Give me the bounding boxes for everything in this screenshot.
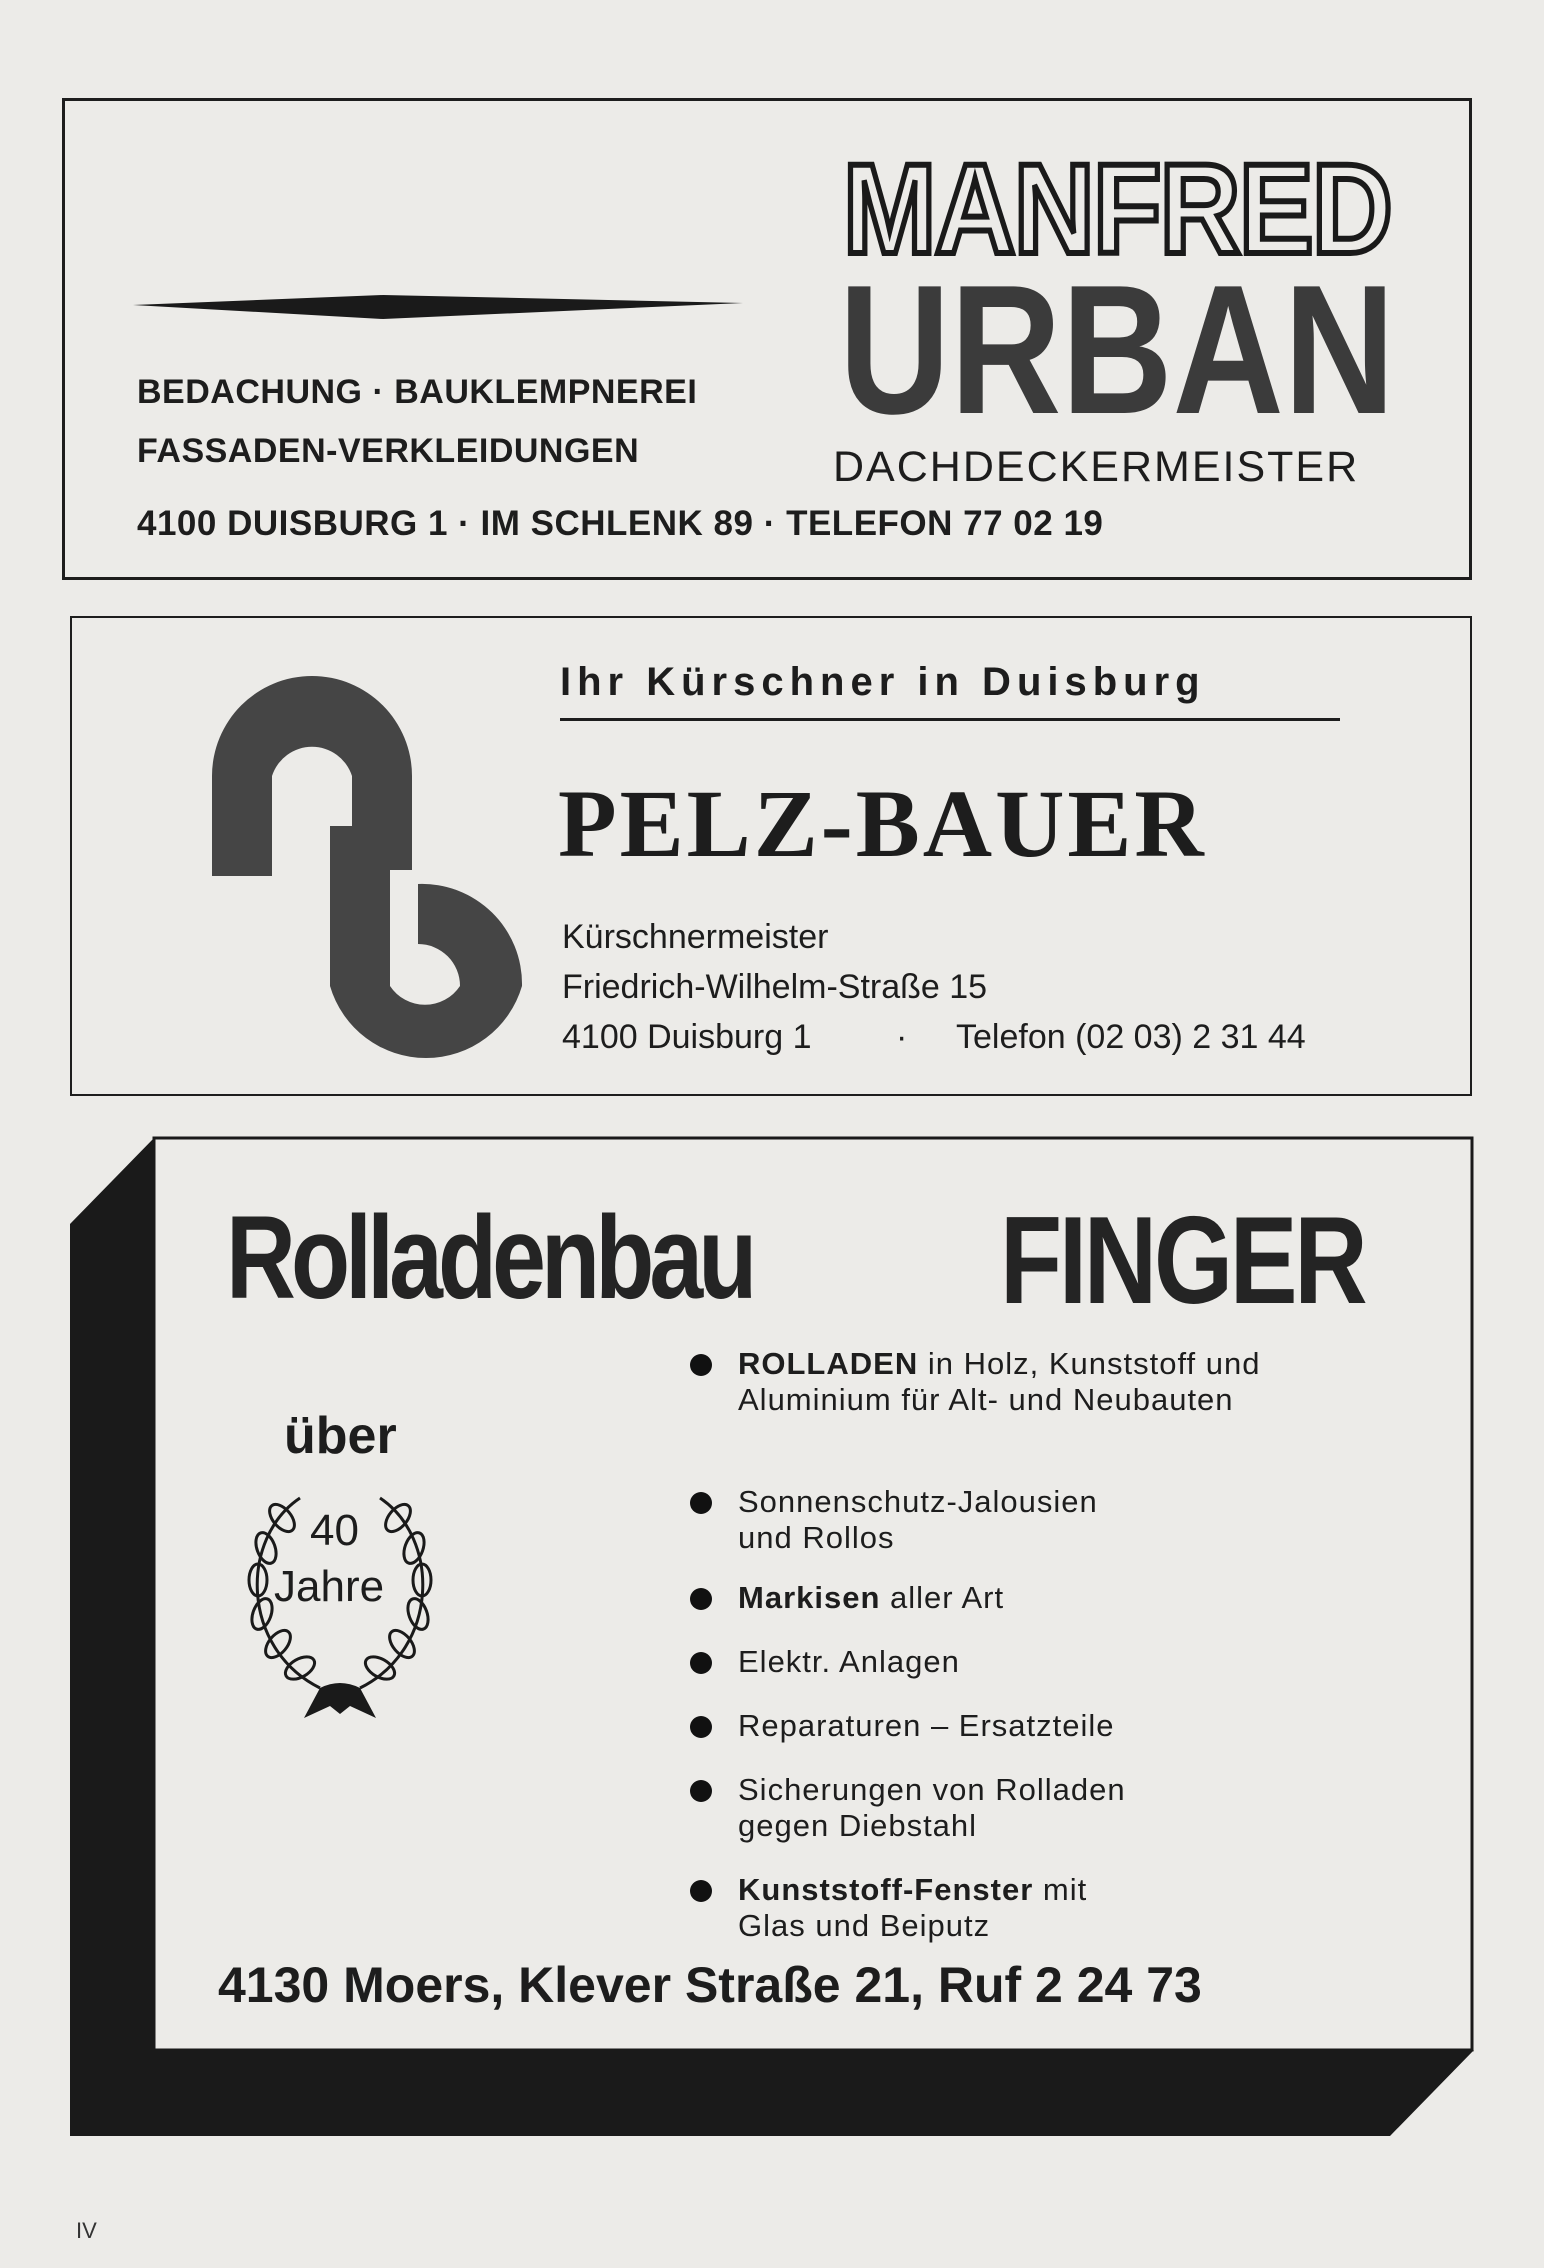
feature-text: aller Art [880,1580,1005,1615]
badge-unit: Jahre [274,1562,385,1611]
bullet-icon [690,1716,712,1738]
profession-title: DACHDECKERMEISTER [833,443,1360,491]
bullet-icon [690,1354,712,1376]
tagline-underline [560,718,1340,721]
badge-years: 40 [310,1506,359,1555]
pb-monogram-icon [192,656,522,1076]
badge-prefix: über [284,1407,397,1465]
page-number: IV [76,2218,97,2243]
bullet-icon [690,1880,712,1902]
separator-dot: · [896,1018,908,1056]
address-line: 4100 DUISBURG 1 · IM SCHLENK 89 · TELEFON 77 02 19 [137,504,1104,543]
manfred-urban-logo [837,138,1397,452]
business-title: Rolladenbau [226,1192,753,1324]
business-address: 4130 Moers, Klever Straße 21, Ruf 2 24 73 [218,1957,1202,2013]
phone-number: Telefon (02 03) 2 31 44 [956,1018,1306,1056]
feature-text: Reparaturen – Ersatzteile [738,1708,1115,1743]
street-address: Friedrich-Wilhelm-Straße 15 [562,968,988,1006]
bullet-icon [690,1780,712,1802]
logo-first-name: MANFRED [843,138,1391,281]
bullet-icon [690,1588,712,1610]
feature-text: in Holz, Kunststoff und Aluminium für Alt- und Neubauten [738,1346,1261,1417]
bullet-icon [690,1652,712,1674]
feature-bold: Markisen [738,1580,881,1615]
services-line-1: BEDACHUNG · BAUKLEMPNEREI [137,373,698,411]
company-name: PELZ-BAUER [558,770,1207,877]
ad-pelz-bauer [70,616,1472,1096]
ad-rolladenbau-finger [70,1138,1474,2136]
services-line-2: FASSADEN-VERKLEIDUNGEN [137,432,640,470]
decorative-wedge-line [133,289,743,321]
tagline: Ihr Kürschner in Duisburg [560,660,1206,704]
feature-bold: Kunststoff-Fenster [738,1872,1034,1907]
feature-text: mit Glas und Beiputz [738,1872,1088,1943]
feature-text: Sonnenschutz-Jalousien und Rollos [738,1484,1098,1555]
feature-text: Sicherungen von Rolladen gegen Diebstahl [738,1772,1126,1843]
profession: Kürschnermeister [562,918,829,956]
city: 4100 Duisburg 1 [562,1018,812,1056]
logo-last-name: URBAN [839,246,1395,452]
ad-manfred-urban [62,98,1472,580]
bullet-icon [690,1492,712,1514]
business-brand: FINGER [1000,1192,1365,1330]
feature-text: Elektr. Anlagen [738,1644,960,1679]
feature-bold: ROLLADEN [738,1346,919,1381]
